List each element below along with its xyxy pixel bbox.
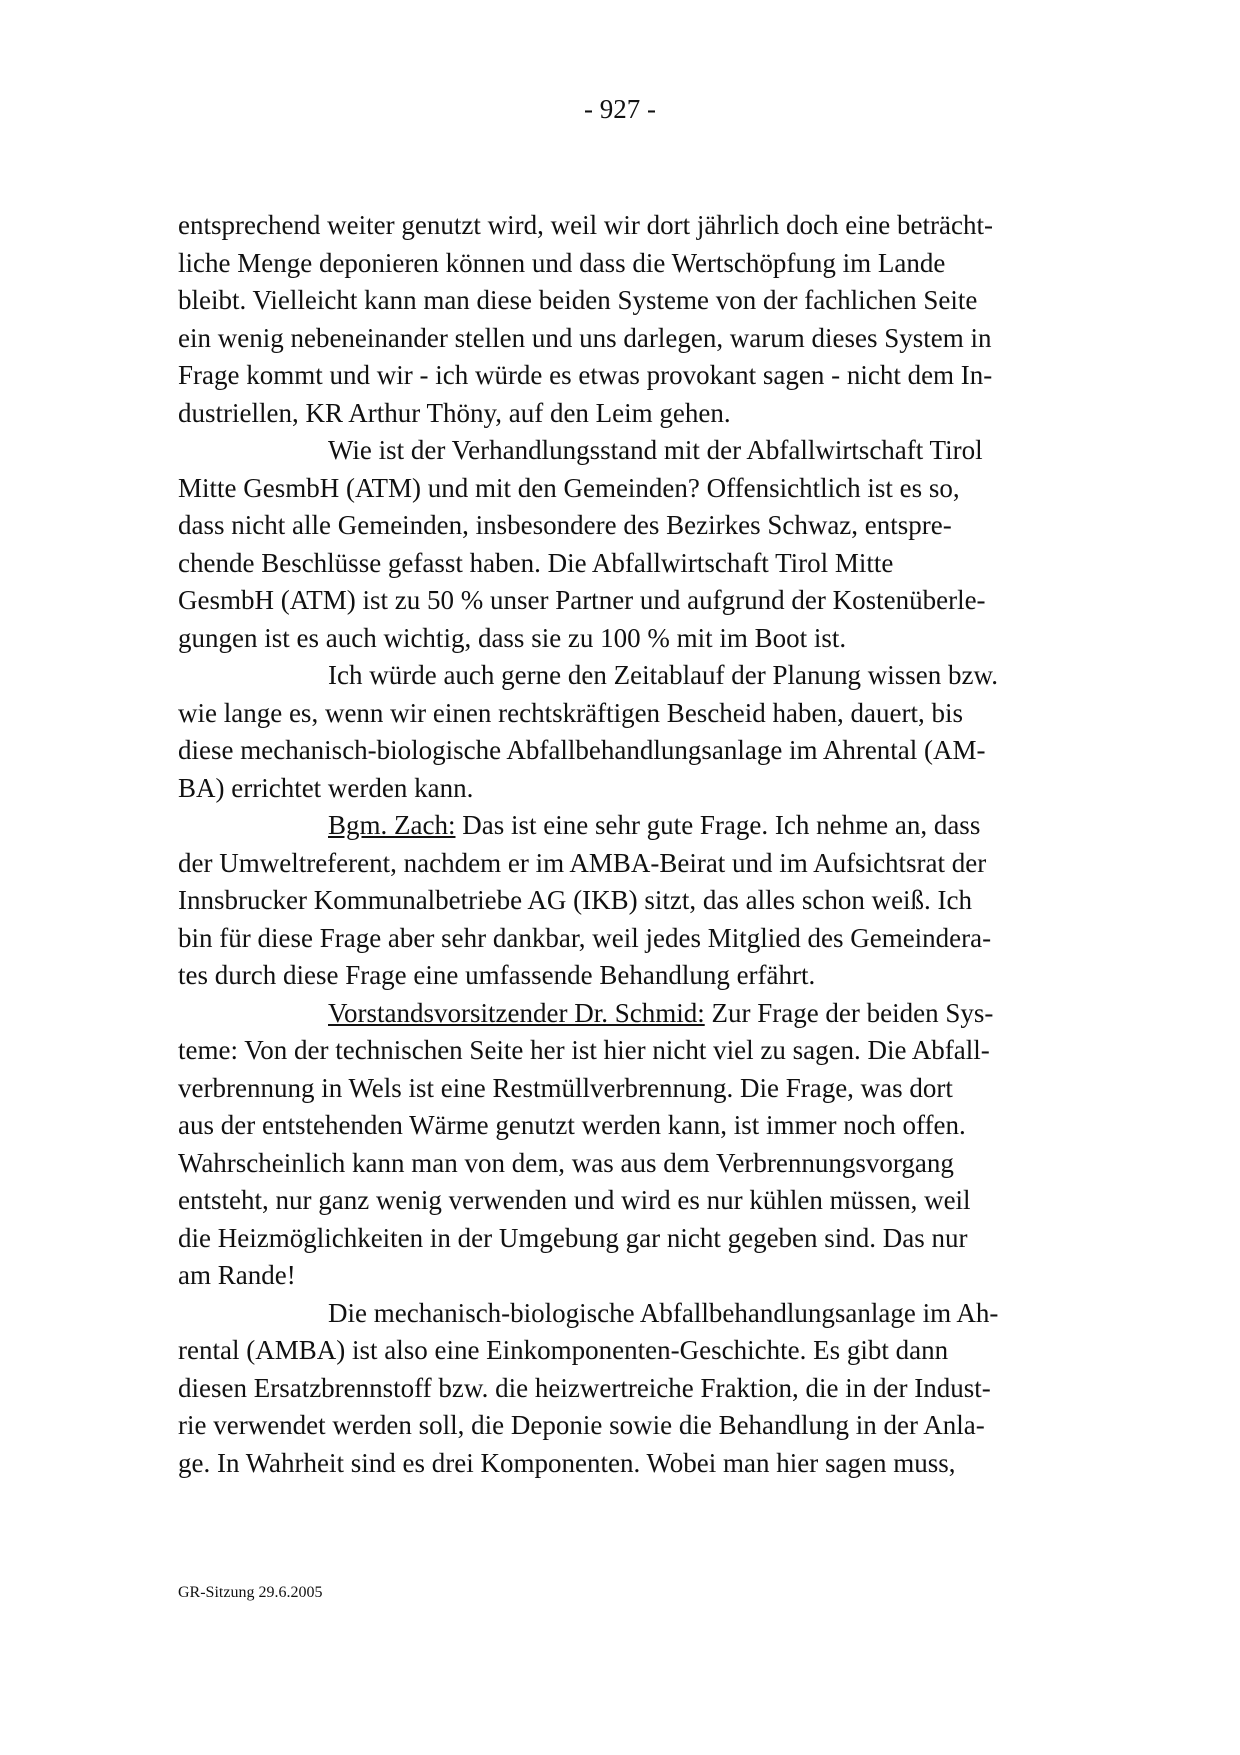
text-line: aus der entstehenden Wärme genutzt werden kann, ist immer noch offen. [178, 1110, 966, 1140]
text-line: Die mechanisch-biologische Abfallbehandlungsanlage im Ah- [328, 1297, 999, 1328]
text-line: entsteht, nur ganz wenig verwenden und wird es nur kühlen müssen, weil [178, 1185, 971, 1215]
text-line: der Umweltreferent, nachdem er im AMBA-Beirat und im Aufsichtsrat der [178, 847, 987, 878]
paragraph-6 [178, 1295, 1063, 1483]
text-line: tes durch diese Frage eine umfassende Behandlung erfährt. [178, 960, 816, 990]
footer-session-date: GR-Sitzung 29.6.2005 [178, 1584, 323, 1601]
text-line: Mitte GesmbH (ATM) und mit den Gemeinden? Offensichtlich ist es so, [178, 472, 960, 503]
text-line: die Heizmöglichkeiten in der Umgebung gar nicht gegeben sind. Das nur [178, 1222, 968, 1253]
text-line [178, 995, 1063, 1033]
text-line: Frage kommt und wir - ich würde es etwas provokant sagen - nicht dem In- [178, 360, 993, 390]
text-line: ein wenig nebeneinander stellen und uns darlegen, warum dieses System in [178, 322, 992, 353]
text-line: Innsbrucker Kommunalbetriebe AG (IKB) sitzt, das alles schon weiß. Ich [178, 885, 973, 915]
document-body [178, 207, 1063, 1482]
text-line: gungen ist es auch wichtig, dass sie zu 100 % mit im Boot ist. [178, 622, 847, 653]
text-line: diesen Ersatzbrennstoff bzw. die heizwertreiche Fraktion, die in der Indust- [178, 1372, 991, 1403]
speaker-name: Bgm. Zach: [328, 810, 456, 840]
text-line: dustriellen, KR Arthur Thöny, auf den Leim gehen. [178, 397, 731, 428]
text-line: BA) errichtet werden kann. [178, 772, 474, 803]
paragraph-2 [178, 432, 1063, 657]
text-line: teme: Von der technischen Seite her ist hier nicht viel zu sagen. Die Abfall- [178, 1035, 990, 1065]
text-line: Ich würde auch gerne den Zeitablauf der Planung wissen bzw. [328, 660, 999, 690]
text-line: verbrennung in Wels ist eine Restmüllverbrennung. Die Frage, was dort [178, 1072, 953, 1103]
paragraph-5 [178, 995, 1063, 1295]
text-line: bleibt. Vielleicht kann man diese beiden Systeme von der fachlichen Seite [178, 285, 978, 315]
page-number: - 927 - [584, 94, 656, 124]
text-line: Wahrscheinlich kann man von dem, was aus dem Verbrennungsvorgang [178, 1147, 954, 1178]
text-line: GesmbH (ATM) ist zu 50 % unser Partner und aufgrund der Kostenüberle- [178, 585, 986, 615]
paragraph-1 [178, 207, 1063, 432]
paragraph-4 [178, 807, 1063, 995]
text-line: wie lange es, wenn wir einen rechtskräftigen Bescheid haben, dauert, bis [178, 697, 963, 728]
paragraph-3 [178, 657, 1063, 807]
speech-text: Das ist eine sehr gute Frage. Ich nehme an, dass [455, 810, 981, 840]
text-line: dass nicht alle Gemeinden, insbesondere des Bezirkes Schwaz, entspre- [178, 510, 952, 540]
text-line: bin für diese Frage aber sehr dankbar, weil jedes Mitglied des Gemeindera- [178, 922, 992, 953]
text-line [178, 807, 1063, 845]
text-line: Wie ist der Verhandlungsstand mit der Abfallwirtschaft Tirol [328, 435, 983, 465]
text-line: rie verwendet werden soll, die Deponie sowie die Behandlung in der Anla- [178, 1410, 985, 1440]
text-line: am Rande! [178, 1260, 296, 1290]
speech-text: Zur Frage der beiden Sys- [704, 997, 994, 1028]
speaker-name: Vorstandsvorsitzender Dr. Schmid: [328, 997, 705, 1028]
text-line: rental (AMBA) ist also eine Einkomponenten-Geschichte. Es gibt dann [178, 1335, 949, 1365]
text-line: diese mechanisch-biologische Abfallbehandlungsanlage im Ahrental (AM- [178, 735, 986, 765]
text-line: ge. In Wahrheit sind es drei Komponenten. Wobei man hier sagen muss, [178, 1447, 956, 1478]
text-line: liche Menge deponieren können und dass die Wertschöpfung im Lande [178, 247, 946, 278]
text-line: chende Beschlüsse gefasst haben. Die Abfallwirtschaft Tirol Mitte [178, 547, 894, 578]
text-line: entsprechend weiter genutzt wird, weil wir dort jährlich doch eine beträcht- [178, 210, 993, 240]
